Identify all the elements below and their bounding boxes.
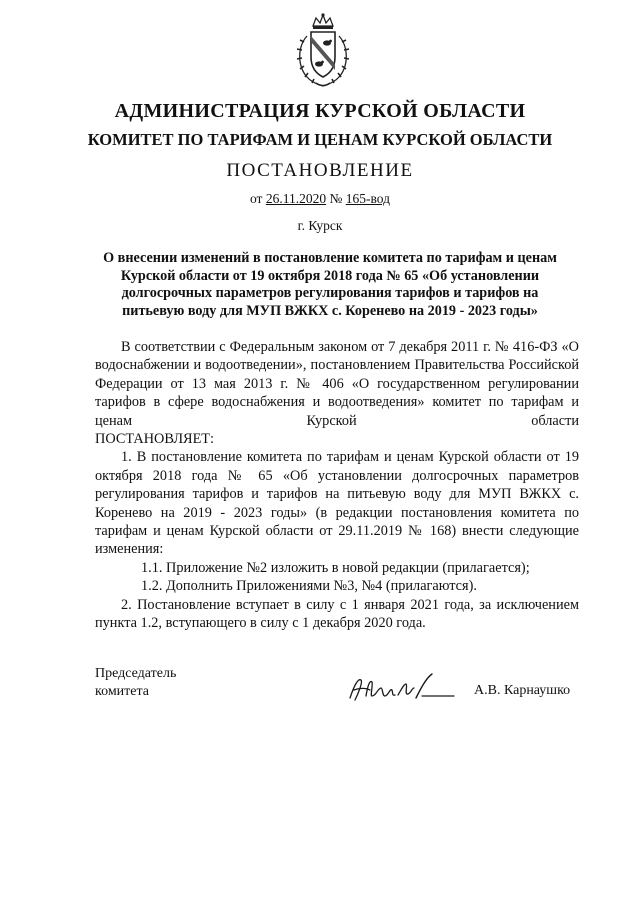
signer-name: А.В. Карнаушко [474, 683, 571, 698]
signer-position-line-1: Председатель [95, 666, 177, 681]
resolves-label: ПОСТАНОВЛЯЕТ: [95, 431, 215, 448]
coat-of-arms-icon [292, 12, 354, 90]
document-body [95, 338, 579, 633]
signer-position [95, 665, 176, 701]
preamble-paragraph: В соответствии с Федеральным законом от 7 декабря 2011 г. № 416-ФЗ «О водоснабжении и водоотведении», постановлением Правительства Российской Федерации от 13 мая 2013 г. № 406 «О государственном регулировании тарифов в сфере водоснабжения и водоотведения» комитет по тарифам и ценам Курской области [95, 339, 579, 429]
handwritten-signature [346, 670, 456, 706]
item-1-1-paragraph: 1.1. Приложение №2 изложить в новой редакции (прилагается); [141, 559, 530, 576]
signer-position-line-2: комитета [95, 684, 150, 699]
document-type: ПОСТАНОВЛЕНИЕ [226, 160, 414, 181]
item-2-paragraph: 2. Постановление вступает в силу с 1 января 2021 года, за исключением пункта 1.2, вступающего в силу с 1 декабря 2020 года. [95, 596, 579, 632]
document-number: 165-вод [345, 191, 390, 206]
document-date: 26.11.2020 [265, 191, 327, 206]
item-1-2-paragraph: 1.2. Дополнить Приложениями №3, №4 (прилагаются). [141, 578, 477, 595]
item-1-paragraph: 1. В постановление комитета по тарифам и ценам Курской области от 19 октября 2018 года № 65 «Об установлении долгосрочных параметров регулирования тарифов и тарифов на питьевую воду для МУП ВЖКХ с. Коренево на 2019 - 2023 годы» (в редакции постановления комитета по тарифам и ценам Курской области от 29.11.2019 № 168) внести следующие изменения: [95, 449, 579, 558]
administration-title: АДМИНИСТРАЦИЯ КУРСКОЙ ОБЛАСТИ [114, 100, 526, 122]
city: г. Курск [297, 218, 343, 233]
document-title: О внесении изменений в постановление комитета по тарифам и ценам Курской области от 19 октября 2018 года № 65 «Об установлении долгосрочных параметров регулирования тарифов и тарифов на питьевую воду для МУП ВЖКХ с. Коренево на 2019 - 2023 годы» [103, 250, 557, 319]
number-sign: № [326, 191, 346, 206]
document-date-line [0, 191, 640, 207]
date-prefix: от [249, 191, 266, 206]
committee-title: КОМИТЕТ ПО ТАРИФАМ И ЦЕНАМ КУРСКОЙ ОБЛАСТИ [87, 130, 553, 149]
